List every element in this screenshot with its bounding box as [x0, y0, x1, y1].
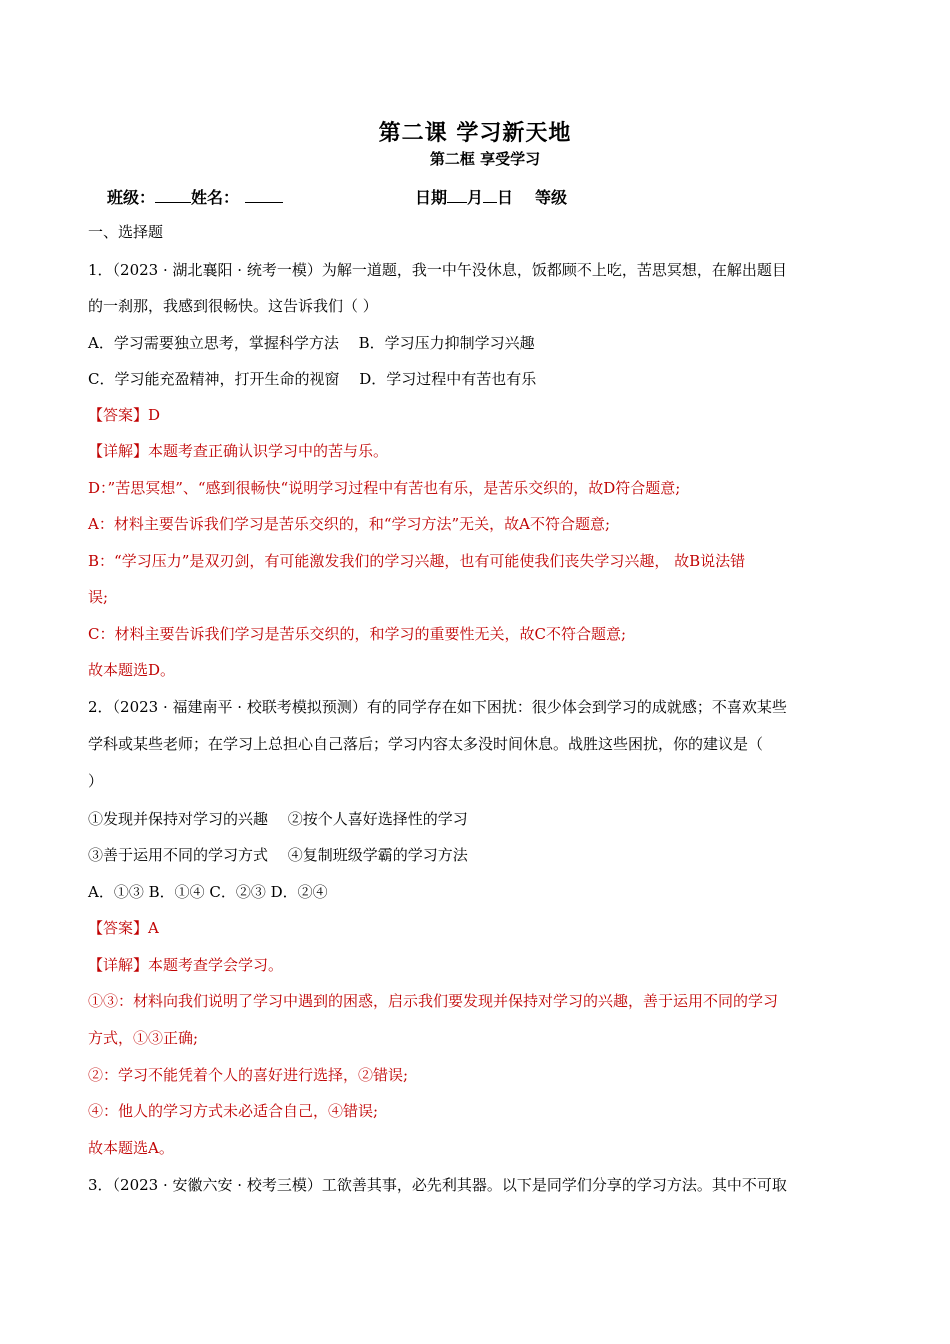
question-1-explanation-line: 【详解】本题考查正确认识学习中的苦与乐。 — [88, 442, 389, 460]
class-label: 班级： — [107, 188, 156, 207]
question-2-stem-line-1: 2．（2023 · 福建南平 · 校联考模拟预测）有的同学存在如下困扰：很少体会到学习的成就感；不喜欢某些 — [88, 698, 787, 716]
day-label: 日 — [497, 188, 514, 207]
question-1-option-line-2: C．学习能充盈精神，打开生命的视窗 D．学习过程中有苦也有乐 — [88, 370, 537, 388]
question-1-explanation-line: D：”苦思冥想”、“感到很畅快“说明学习过程中有苦也有乐，是苦乐交织的，故D符合题意; — [88, 479, 681, 497]
date-label: 日期 — [415, 188, 448, 207]
date-info — [415, 185, 567, 208]
question-1-stem-line-2: 的一刹那，我感到很畅快。这告诉我们（ ） — [88, 297, 378, 315]
question-2-answer: 【答案】A — [88, 919, 159, 937]
page-subtitle: 第二框 享受学习 — [429, 150, 541, 168]
question-2-statement-line-2: ③善于运用不同的学习方式 ④复制班级学霸的学习方法 — [88, 846, 468, 864]
question-2-explanation-line: 故本题选A。 — [88, 1139, 174, 1157]
question-2-explanation-line: ①③：材料向我们说明了学习中遇到的困惑，启示我们要发现并保持对学习的兴趣，善于运用不同的学习 — [88, 992, 779, 1010]
question-2-explanation-line: ④：他人的学习方式未必适合自己，④错误; — [88, 1102, 379, 1120]
question-2-explanation-line: 【详解】本题考查学会学习。 — [88, 956, 284, 974]
section-heading: 一、选择题 — [88, 223, 164, 241]
question-1-answer: 【答案】D — [88, 406, 161, 424]
question-1-explanation-line: A：材料主要告诉我们学习是苦乐交织的，和“学习方法”无关，故A不符合题意; — [88, 515, 611, 533]
question-2-statement-line-1: ①发现并保持对学习的兴趣 ②按个人喜好选择性的学习 — [88, 810, 468, 828]
name-label: 姓名： — [191, 188, 240, 207]
student-info — [107, 185, 283, 208]
day-blank — [483, 188, 497, 203]
grade-label: 等级 — [535, 188, 568, 207]
name-blank — [245, 188, 283, 203]
question-1-stem-line-1: 1．（2023 · 湖北襄阳 · 统考一模）为解一道题，我一中午没休息，饭都顾不上吃，苦思冥想，在解出题目 — [88, 261, 787, 279]
month-blank — [447, 188, 467, 203]
question-2-stem-line-2: 学科或某些老师；在学习上总担心自己落后；学习内容太多没时间休息。战胜这些困扰，你的建议是（ — [88, 735, 764, 753]
question-2-options: A．①③ B．①④ C．②③ D．②④ — [88, 883, 328, 901]
question-3-stem-line-1: 3．（2023 · 安徽六安 · 校考三模）工欲善其事，必先利其器。以下是同学们分享的学习方法。其中不可取 — [88, 1176, 787, 1194]
class-blank — [155, 188, 191, 203]
question-1-explanation-line: 误; — [88, 588, 109, 606]
question-2-explanation-line: ②：学习不能凭着个人的喜好进行选择，②错误; — [88, 1066, 409, 1084]
page-title: 第二课 学习新天地 — [378, 120, 572, 146]
question-2-stem-line-3: ） — [88, 772, 104, 790]
question-2-explanation-line: 方式，①③正确; — [88, 1029, 199, 1047]
month-label: 月 — [467, 188, 484, 207]
question-1-explanation-line: C：材料主要告诉我们学习是苦乐交织的，和学习的重要性无关，故C不符合题意; — [88, 625, 627, 643]
question-1-explanation-line: 故本题选D。 — [88, 661, 176, 679]
question-1-explanation-line: B：“学习压力”是双刃剑，有可能激发我们的学习兴趣，也有可能使我们丧失学习兴趣， 故B说法错 — [88, 552, 746, 570]
question-1-option-line-1: A．学习需要独立思考，掌握科学方法 B．学习压力抑制学习兴趣 — [88, 334, 535, 352]
